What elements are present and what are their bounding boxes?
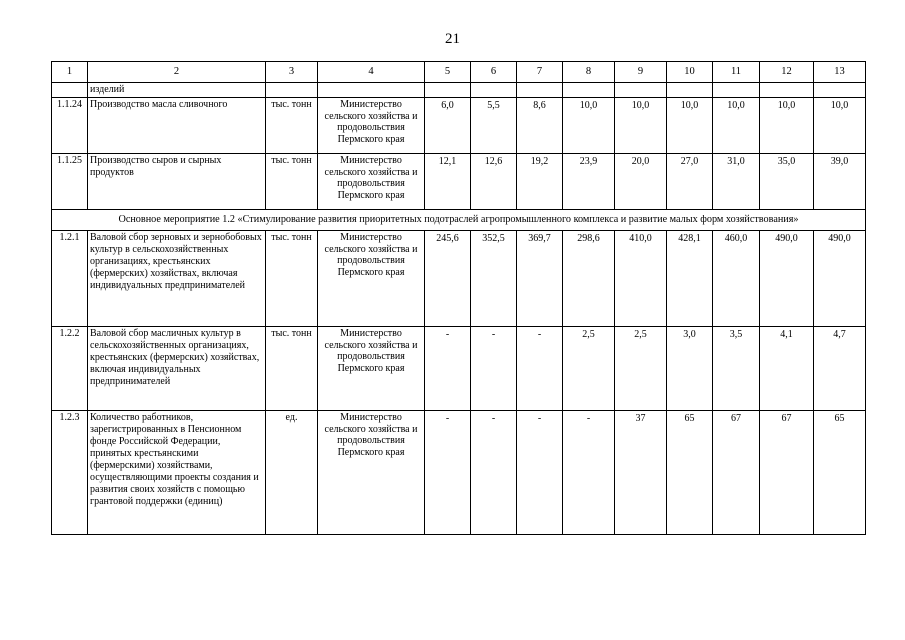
column-header: 7 [517,62,563,83]
column-header: 12 [760,62,814,83]
unit-of-measure: тыс. тонн [266,98,318,154]
indicators-table [51,61,866,535]
value-cell: 490,0 [760,231,814,327]
value-cell: - [425,327,471,411]
value-cell: 12,1 [425,154,471,210]
value-cell: 39,0 [814,154,866,210]
indicator-name: Производство сыров и сырных продуктов [88,154,266,210]
column-header: 5 [425,62,471,83]
unit-of-measure: тыс. тонн [266,327,318,411]
value-cell: 35,0 [760,154,814,210]
value-cell: 5,5 [471,98,517,154]
value-cell [563,83,615,98]
column-header: 4 [318,62,425,83]
value-cell: 19,2 [517,154,563,210]
value-cell [425,83,471,98]
row-code: 1.1.25 [52,154,88,210]
value-cell: 2,5 [615,327,667,411]
page-number: 21 [445,31,460,47]
unit-of-measure: тыс. тонн [266,154,318,210]
responsible-ministry: Министерство сельского хозяйства и продовольствия Пермского края [318,411,425,535]
value-cell: 6,0 [425,98,471,154]
table-row [52,411,866,535]
value-cell: 37 [615,411,667,535]
value-cell: 65 [814,411,866,535]
table-row [52,154,866,210]
value-cell: 20,0 [615,154,667,210]
value-cell: 352,5 [471,231,517,327]
column-header: 6 [471,62,517,83]
indicator-name: изделий [88,83,266,98]
value-cell: 67 [713,411,760,535]
value-cell: 428,1 [667,231,713,327]
responsible-ministry: Министерство сельского хозяйства и продовольствия Пермского края [318,154,425,210]
value-cell: 10,0 [713,98,760,154]
value-cell: 12,6 [471,154,517,210]
indicator-name: Производство масла сливочного [88,98,266,154]
value-cell [615,83,667,98]
value-cell: 10,0 [814,98,866,154]
value-cell: 3,5 [713,327,760,411]
row-code: 1.2.1 [52,231,88,327]
value-cell [471,83,517,98]
value-cell: 490,0 [814,231,866,327]
value-cell: - [517,411,563,535]
unit-of-measure: ед. [266,411,318,535]
responsible-ministry: Министерство сельского хозяйства и продовольствия Пермского края [318,231,425,327]
value-cell: 10,0 [760,98,814,154]
value-cell: 2,5 [563,327,615,411]
value-cell [713,83,760,98]
value-cell: 8,6 [517,98,563,154]
value-cell: 410,0 [615,231,667,327]
value-cell: 10,0 [615,98,667,154]
column-header: 13 [814,62,866,83]
column-header: 9 [615,62,667,83]
responsible-ministry [318,83,425,98]
column-header: 3 [266,62,318,83]
column-header: 2 [88,62,266,83]
value-cell: 67 [760,411,814,535]
value-cell: 27,0 [667,154,713,210]
value-cell: 10,0 [563,98,615,154]
row-code: 1.2.3 [52,411,88,535]
value-cell [814,83,866,98]
table-row [52,231,866,327]
responsible-ministry: Министерство сельского хозяйства и продовольствия Пермского края [318,327,425,411]
row-code [52,83,88,98]
value-cell [517,83,563,98]
value-cell: 460,0 [713,231,760,327]
indicator-name: Валовой сбор масличных культур в сельскохозяйственных организациях, крестьянских (фермерских) хозяйствах, включая индивидуальных предпринимателей [88,327,266,411]
value-cell: - [471,411,517,535]
value-cell: 10,0 [667,98,713,154]
unit-of-measure: тыс. тонн [266,231,318,327]
value-cell: 23,9 [563,154,615,210]
value-cell: - [517,327,563,411]
value-cell: - [425,411,471,535]
table-row [52,98,866,154]
column-header: 8 [563,62,615,83]
unit-of-measure [266,83,318,98]
column-header: 11 [713,62,760,83]
column-header: 1 [52,62,88,83]
value-cell [760,83,814,98]
value-cell: 369,7 [517,231,563,327]
header-row [52,62,866,83]
row-code: 1.2.2 [52,327,88,411]
value-cell: - [471,327,517,411]
indicator-name: Количество работников, зарегистрированных в Пенсионном фонде Российской Федерации, принятых крестьянскими (фермерскими) хозяйствами, осуществляющими проекты создания и развития своих хозяйств с помощью грантовой поддержки (единиц) [88,411,266,535]
value-cell: 3,0 [667,327,713,411]
value-cell: 4,7 [814,327,866,411]
value-cell: 31,0 [713,154,760,210]
table-row [52,83,866,98]
value-cell: - [563,411,615,535]
section-row [52,210,866,231]
column-header: 10 [667,62,713,83]
value-cell: 4,1 [760,327,814,411]
indicator-name: Валовой сбор зерновых и зернобобовых культур в сельскохозяйственных организациях, крестьянских (фермерских) хозяйствах, включая индивидуальных предпринимателей [88,231,266,327]
value-cell: 298,6 [563,231,615,327]
responsible-ministry: Министерство сельского хозяйства и продовольствия Пермского края [318,98,425,154]
section-title: Основное мероприятие 1.2 «Стимулирование развития приоритетных подотраслей агропромышленного комплекса и развитие малых форм хозяйствования» [52,210,866,231]
table-row [52,327,866,411]
value-cell [667,83,713,98]
row-code: 1.1.24 [52,98,88,154]
value-cell: 65 [667,411,713,535]
value-cell: 245,6 [425,231,471,327]
